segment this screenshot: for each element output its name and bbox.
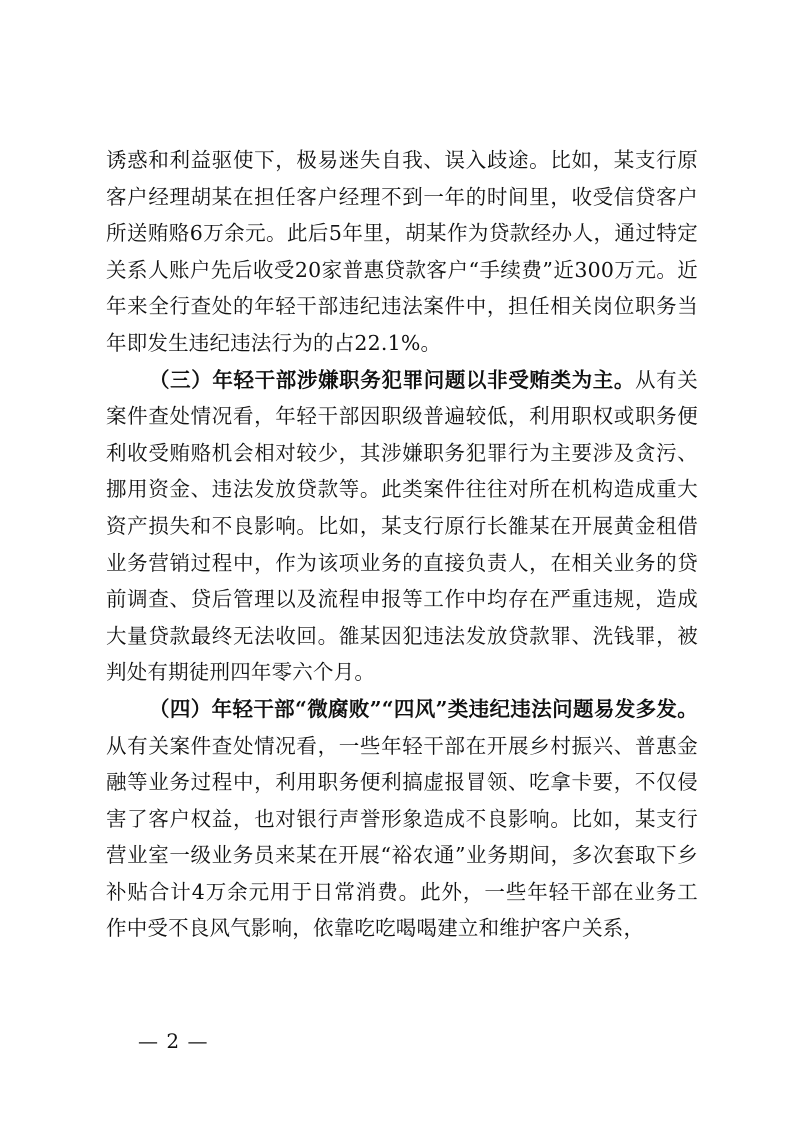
section-three-heading: （三）年轻干部涉嫌职务犯罪问题以非受贿类为主。 — [149, 367, 636, 392]
page-number: — 2 — — [138, 1029, 209, 1053]
section-four-text: 从有关案件查处情况看，一些年轻干部在开展乡村振兴、普惠金融等业务过程中，利用职务便利搞虚报冒领、吃拿卡要，不仅侵害了客户权益，也对银行声誉形象造成不良影响。比如，某支行营业室一级业务员来某在开展“裕农通”业务期间，多次套取下乡补贴合计4万余元用于日常消费。此外，一些年轻干部在业务工作中受不良风气影响，依靠吃吃喝喝建立和维护客户关系， — [106, 733, 698, 941]
document-body — [106, 142, 698, 947]
section-four-heading: （四）年轻干部“微腐败”“四风”类违纪违法问题易发多发。 — [149, 696, 698, 721]
paragraph-continuation — [106, 142, 698, 362]
paragraph-section-four — [106, 691, 698, 947]
paragraph-section-three — [106, 362, 698, 691]
paragraph-1-text: 诱惑和利益驱使下，极易迷失自我、误入歧途。比如，某支行原客户经理胡某在担任客户经理不到一年的时间里，收受信贷客户所送贿赂6万余元。此后5年里，胡某作为贷款经办人，通过特定关系人账户先后收受20家普惠贷款客户“手续费”近300万元。近年来全行查处的年轻干部违纪违法案件中，担任相关岗位职务当年即发生违纪违法行为的占22.1%。 — [106, 148, 698, 355]
section-three-text: 从有关案件查处情况看，年轻干部因职级普遍较低，利用职权或职务便利收受贿赂机会相对较少，其涉嫌职务犯罪行为主要涉及贪污、挪用资金、违法发放贷款等。此类案件往往对所在机构造成重大资产损失和不良影响。比如，某支行原行长雒某在开展黄金租借业务营销过程中，作为该项业务的直接负责人，在相关业务的贷前调查、贷后管理以及流程申报等工作中均存在严重违规，造成大量贷款最终无法收回。雒某因犯违法发放贷款罪、洗钱罪，被判处有期徒刑四年零六个月。 — [106, 367, 698, 685]
